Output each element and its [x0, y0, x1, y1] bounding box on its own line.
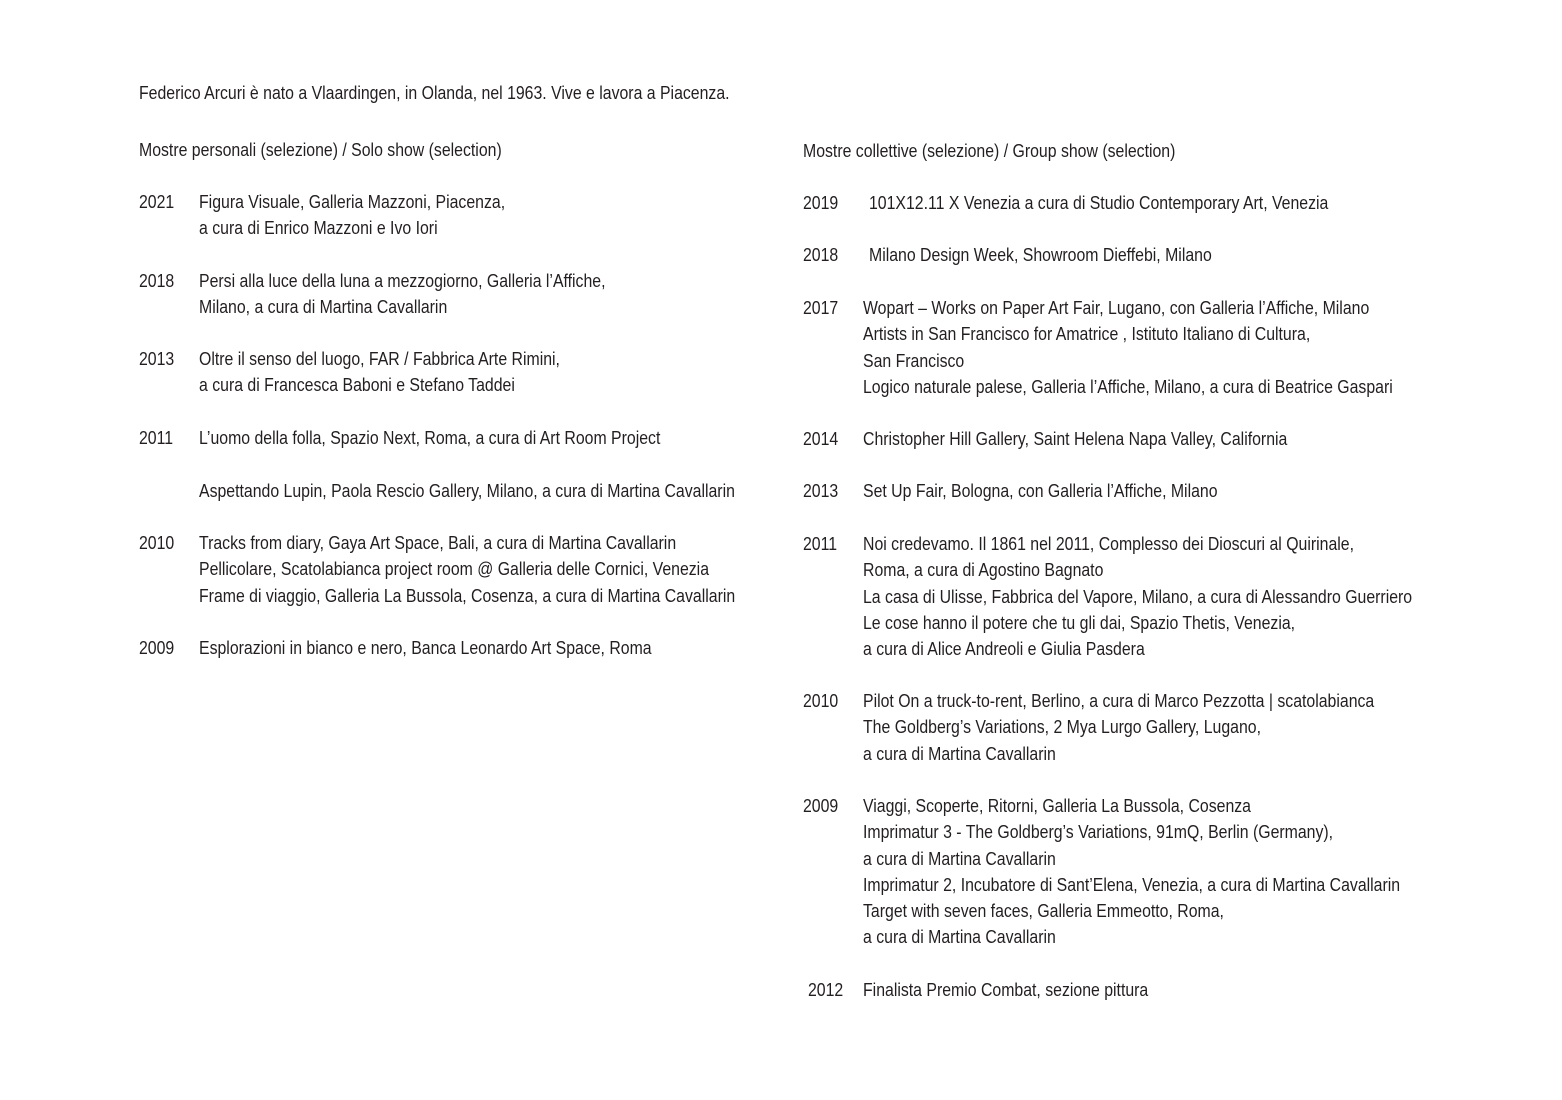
entry-line: La casa di Ulisse, Fabbrica del Vapore, Milano, a cura di Alessandro Guerriero — [863, 586, 1413, 607]
entry-year: 2011 — [139, 428, 174, 448]
entry-year: 2018 — [139, 271, 175, 291]
entry-line: a cura di Enrico Mazzoni e Ivo Iori — [199, 218, 438, 239]
entry-year: 2013 — [803, 481, 839, 501]
entry-year: 2017 — [803, 298, 839, 318]
entry-line: Pilot On a truck-to-rent, Berlino, a cura di Marco Pezzotta | scatolabianca — [863, 691, 1375, 711]
entry-line: Oltre il senso del luogo, FAR / Fabbrica Arte Rimini, — [199, 349, 560, 369]
entry-line: Wopart – Works on Paper Art Fair, Lugano, con Galleria l’Affiche, Milano — [863, 298, 1370, 318]
entry-year: 2009 — [139, 638, 175, 658]
intro-text: Federico Arcuri è nato a Vlaardingen, in Olanda, nel 1963. Vive e lavora a Piacenza. — [139, 83, 730, 103]
entry-line: Frame di viaggio, Galleria La Bussola, Cosenza, a cura di Martina Cavallarin — [199, 585, 736, 606]
entry-line: Artists in San Francisco for Amatrice , Istituto Italiano di Cultura, — [863, 324, 1311, 345]
entry-line: a cura di Martina Cavallarin — [863, 743, 1056, 764]
entry-line: Imprimatur 2, Incubatore di Sant’Elena, Venezia, a cura di Martina Cavallarin — [863, 874, 1401, 895]
entry-line: San Francisco — [863, 350, 965, 371]
entry-year: 2021 — [139, 192, 175, 212]
entry-line — [199, 451, 735, 477]
solo-section-title: Mostre personali (selezione) / Solo show (selection) — [139, 140, 502, 160]
entry-line: a cura di Francesca Baboni e Stefano Taddei — [199, 375, 515, 396]
entry-line: Milano Design Week, Showroom Dieffebi, Milano — [869, 245, 1212, 265]
entry-year: 2010 — [139, 533, 175, 553]
entry-year: 2011 — [803, 534, 838, 554]
entry-line: Noi credevamo. Il 1861 nel 2011, Complesso dei Dioscuri al Quirinale, — [863, 534, 1354, 554]
entry-line: Esplorazioni in bianco e nero, Banca Leonardo Art Space, Roma — [199, 638, 652, 658]
entry-line: Tracks from diary, Gaya Art Space, Bali, a cura di Martina Cavallarin — [199, 533, 677, 553]
entry-line: a cura di Martina Cavallarin — [863, 927, 1056, 948]
group-section-title: Mostre collettive (selezione) / Group show (selection) — [803, 141, 1176, 161]
entry-line: The Goldberg’s Variations, 2 Mya Lurgo Gallery, Lugano, — [863, 717, 1261, 738]
entry-line: Christopher Hill Gallery, Saint Helena Napa Valley, California — [863, 429, 1288, 449]
entry-line: Set Up Fair, Bologna, con Galleria l’Affiche, Milano — [863, 481, 1218, 501]
entry-line: Milano, a cura di Martina Cavallarin — [199, 297, 448, 318]
entry-line: a cura di Alice Andreoli e Giulia Pasdera — [863, 639, 1145, 660]
entry-line: Target with seven faces, Galleria Emmeotto, Roma, — [863, 901, 1224, 922]
entry-line: Le cose hanno il potere che tu gli dai, Spazio Thetis, Venezia, — [863, 612, 1296, 633]
entry-line: 101X12.11 X Venezia a cura di Studio Contemporary Art, Venezia — [869, 193, 1329, 213]
entry-line: Logico naturale palese, Galleria l’Affiche, Milano, a cura di Beatrice Gaspari — [863, 376, 1393, 397]
entry-line: Finalista Premio Combat, sezione pittura — [863, 980, 1149, 1000]
entry-year: 2012 — [808, 980, 844, 1000]
entry-year: 2013 — [139, 349, 175, 369]
entry-line: Viaggi, Scoperte, Ritorni, Galleria La Bussola, Cosenza — [863, 796, 1251, 816]
entry-line: Persi alla luce della luna a mezzogiorno, Galleria l’Affiche, — [199, 271, 606, 291]
entry-year: 2014 — [803, 429, 839, 449]
entry-line: Roma, a cura di Agostino Bagnato — [863, 560, 1104, 581]
entry-year: 2019 — [803, 193, 839, 213]
entry-line: Aspettando Lupin, Paola Rescio Gallery, Milano, a cura di Martina Cavallarin — [199, 480, 735, 501]
entry-year: 2018 — [803, 245, 839, 265]
entry-line: Pellicolare, Scatolabianca project room @ Galleria delle Cornici, Venezia — [199, 559, 710, 580]
entry-line: L’uomo della folla, Spazio Next, Roma, a cura di Art Room Project — [199, 428, 661, 448]
entry-line: Imprimatur 3 - The Goldberg’s Variations, 91mQ, Berlin (Germany), — [863, 822, 1334, 843]
entry-line: Figura Visuale, Galleria Mazzoni, Piacenza, — [199, 192, 506, 212]
entry-year: 2010 — [803, 691, 839, 711]
entry-year: 2009 — [803, 796, 839, 816]
entry-line: a cura di Martina Cavallarin — [863, 848, 1056, 869]
